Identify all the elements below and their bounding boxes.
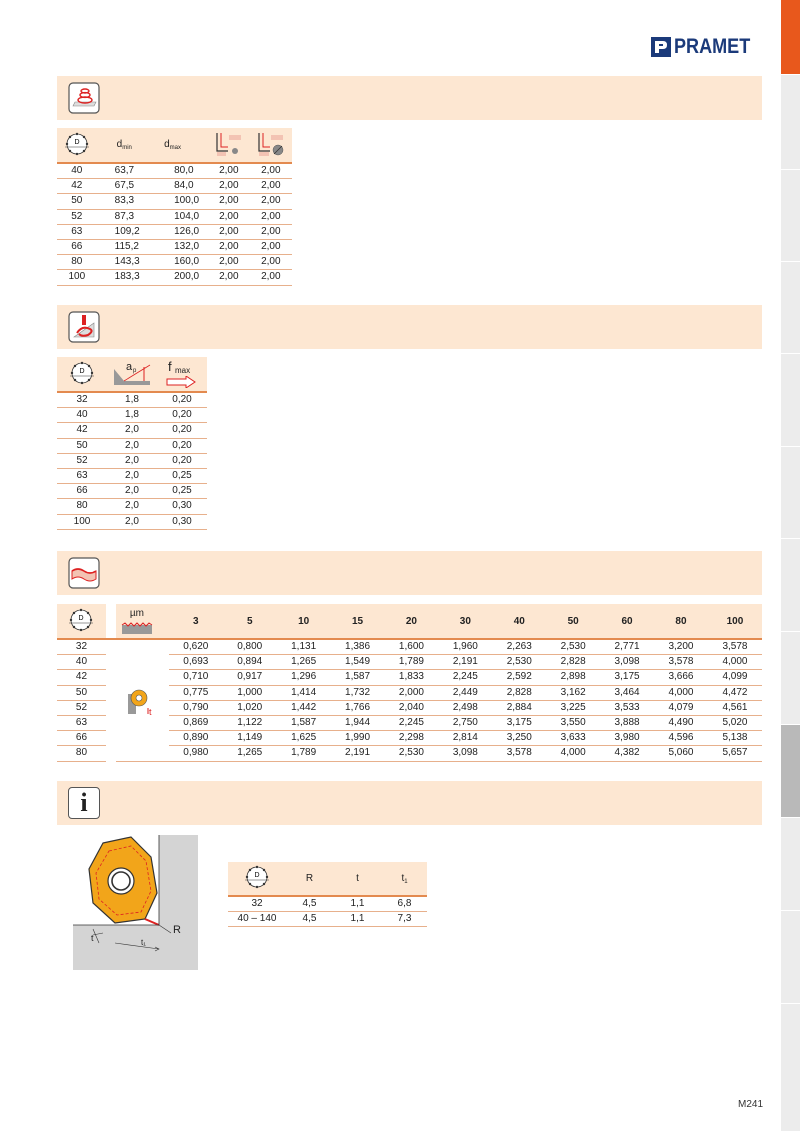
table-ramping bbox=[57, 357, 207, 530]
cell-dmax: 200,0 bbox=[156, 270, 208, 285]
cell-roughness: 4,472 bbox=[708, 685, 762, 700]
cell-roughness: 0,790 bbox=[169, 700, 223, 715]
cell-dmin: 115,2 bbox=[97, 239, 156, 254]
cell-roughness: 1,732 bbox=[331, 685, 385, 700]
cell-diameter: 50 bbox=[57, 438, 107, 453]
side-tab[interactable] bbox=[781, 1004, 800, 1132]
cell-roughness: 2,298 bbox=[384, 731, 438, 746]
surface-finish-icon bbox=[68, 557, 100, 589]
cell-roughness: 0,917 bbox=[223, 670, 277, 685]
cell-diameter: 52 bbox=[57, 453, 107, 468]
cell-t: 1,1 bbox=[333, 912, 382, 927]
cell-roughness: 1,587 bbox=[331, 670, 385, 685]
cell-diameter: 50 bbox=[57, 194, 97, 209]
table-row bbox=[57, 392, 207, 408]
cell-fmax: 0,25 bbox=[157, 468, 207, 483]
cell-roughness: 1,549 bbox=[331, 655, 385, 670]
cell-roughness: 1,442 bbox=[277, 700, 331, 715]
cell-ap: 2,0 bbox=[107, 423, 157, 438]
col-cutting-width: 10 bbox=[277, 604, 331, 639]
cell-roughness: 3,250 bbox=[492, 731, 546, 746]
cell-roughness: 1,020 bbox=[223, 700, 277, 715]
cell-roughness: 2,245 bbox=[438, 670, 492, 685]
cell-diameter: 52 bbox=[57, 700, 106, 715]
cell-roughness: 2,530 bbox=[546, 639, 600, 655]
cell-roughness: 5,060 bbox=[654, 746, 708, 761]
cell-ap: 2,0 bbox=[107, 499, 157, 514]
cell-roughness: 2,530 bbox=[492, 655, 546, 670]
col-smax-large bbox=[250, 128, 292, 163]
cell-dmin: 83,3 bbox=[97, 194, 156, 209]
cell-fmax: 0,20 bbox=[157, 392, 207, 408]
col-cutting-width: 100 bbox=[708, 604, 762, 639]
cell-roughness: 5,138 bbox=[708, 731, 762, 746]
cell-diameter: 66 bbox=[57, 731, 106, 746]
cell-roughness: 2,191 bbox=[438, 655, 492, 670]
table-row bbox=[228, 912, 427, 927]
cell-diameter: 63 bbox=[57, 715, 106, 730]
cell-roughness: 0,620 bbox=[169, 639, 223, 655]
cell-roughness: 0,890 bbox=[169, 731, 223, 746]
cell-diameter: 32 bbox=[57, 392, 107, 408]
col-cutting-width: 3 bbox=[169, 604, 223, 639]
cell-roughness: 4,596 bbox=[654, 731, 708, 746]
cell-roughness: 1,386 bbox=[331, 639, 385, 655]
section-bar-surface-roughness bbox=[57, 551, 762, 595]
label-t: t bbox=[91, 933, 94, 943]
svg-text:D: D bbox=[254, 872, 260, 879]
table-row bbox=[57, 423, 207, 438]
cell-roughness: 1,766 bbox=[331, 700, 385, 715]
cell-diameter: 42 bbox=[57, 670, 106, 685]
cell-roughness: 3,550 bbox=[546, 715, 600, 730]
cell-smax-small: 2,00 bbox=[208, 224, 250, 239]
cell-roughness: 2,000 bbox=[384, 685, 438, 700]
cell-ap: 2,0 bbox=[107, 438, 157, 453]
cell-roughness: 2,040 bbox=[384, 700, 438, 715]
side-tab-current[interactable] bbox=[781, 725, 800, 818]
cell-roughness: 4,000 bbox=[546, 746, 600, 761]
table-row bbox=[57, 194, 292, 209]
table-row bbox=[57, 484, 207, 499]
ramping-icon bbox=[68, 311, 100, 343]
cell-ap: 2,0 bbox=[107, 468, 157, 483]
table-row bbox=[57, 438, 207, 453]
cell-roughness: 1,625 bbox=[277, 731, 331, 746]
cell-fmax: 0,30 bbox=[157, 499, 207, 514]
table-row bbox=[57, 270, 292, 285]
cell-roughness: 0,693 bbox=[169, 655, 223, 670]
section-bar-info bbox=[57, 781, 762, 825]
cell-roughness: 4,099 bbox=[708, 670, 762, 685]
cell-dmax: 132,0 bbox=[156, 239, 208, 254]
table-row bbox=[57, 163, 292, 179]
cell-roughness: 1,833 bbox=[384, 670, 438, 685]
cell-roughness: 2,263 bbox=[492, 639, 546, 655]
cell-smax-large: 2,00 bbox=[250, 239, 292, 254]
info-icon: i bbox=[68, 787, 100, 819]
cell-roughness: 2,898 bbox=[546, 670, 600, 685]
side-tab[interactable] bbox=[781, 447, 800, 539]
table-row bbox=[57, 239, 292, 254]
cell-diameter: 32 bbox=[228, 896, 286, 912]
cell-smax-small: 2,00 bbox=[208, 209, 250, 224]
col-t: t bbox=[333, 862, 382, 896]
cell-roughness: 2,750 bbox=[438, 715, 492, 730]
cell-roughness: 1,414 bbox=[277, 685, 331, 700]
helical-milling-icon bbox=[68, 82, 100, 114]
cell-fmax: 0,25 bbox=[157, 484, 207, 499]
cell-diameter: 40 bbox=[57, 655, 106, 670]
col-cutting-width: 40 bbox=[492, 604, 546, 639]
cell-roughness: 3,162 bbox=[546, 685, 600, 700]
cell-roughness: 4,382 bbox=[600, 746, 654, 761]
cell-diameter: 40 bbox=[57, 408, 107, 423]
side-tab[interactable] bbox=[781, 262, 800, 354]
cell-smax-small: 2,00 bbox=[208, 179, 250, 194]
cell-roughness: 3,888 bbox=[600, 715, 654, 730]
cell-roughness: 3,098 bbox=[600, 655, 654, 670]
ap-icon: a p bbox=[110, 359, 154, 389]
cell-roughness: 1,944 bbox=[331, 715, 385, 730]
cell-diameter: 50 bbox=[57, 685, 106, 700]
cell-roughness: 1,789 bbox=[384, 655, 438, 670]
side-tab[interactable] bbox=[781, 354, 800, 447]
table-surface-roughness bbox=[57, 604, 762, 762]
cell-dmin: 63,7 bbox=[97, 163, 156, 179]
cell-diameter: 80 bbox=[57, 746, 106, 761]
cell-roughness: 1,265 bbox=[223, 746, 277, 761]
ramp-depth-large-icon bbox=[256, 131, 286, 157]
cell-r: 4,5 bbox=[286, 912, 333, 927]
pramet-logo-mark-icon bbox=[651, 37, 671, 57]
cell-roughness: 3,098 bbox=[438, 746, 492, 761]
side-tab[interactable] bbox=[781, 170, 800, 262]
cell-roughness: 3,980 bbox=[600, 731, 654, 746]
cell-fmax: 0,20 bbox=[157, 438, 207, 453]
cell-dmax: 160,0 bbox=[156, 255, 208, 270]
cell-roughness: 1,587 bbox=[277, 715, 331, 730]
cell-r: 4,5 bbox=[286, 896, 333, 912]
cell-roughness: 2,771 bbox=[600, 639, 654, 655]
cell-diameter: 80 bbox=[57, 499, 107, 514]
col-cutting-width: 20 bbox=[384, 604, 438, 639]
cell-roughness: 1,000 bbox=[223, 685, 277, 700]
cell-roughness: 3,578 bbox=[654, 655, 708, 670]
cell-roughness: 1,265 bbox=[277, 655, 331, 670]
cell-diameter: 40 bbox=[57, 163, 97, 179]
side-tab-strip bbox=[781, 0, 800, 1132]
col-diameter bbox=[57, 604, 106, 639]
side-tab[interactable] bbox=[781, 911, 800, 1004]
cell-dmin: 109,2 bbox=[97, 224, 156, 239]
cell-roughness: 1,960 bbox=[438, 639, 492, 655]
cell-ap: 1,8 bbox=[107, 392, 157, 408]
diameter-icon bbox=[67, 608, 95, 632]
col-cutting-width: 30 bbox=[438, 604, 492, 639]
label-r: R bbox=[173, 924, 181, 936]
cell-roughness: 1,131 bbox=[277, 639, 331, 655]
cell-diameter: 66 bbox=[57, 484, 107, 499]
table-circular-interpolation bbox=[57, 128, 292, 286]
cell-roughness: 0,980 bbox=[169, 746, 223, 761]
col-dmax: $d_{max}$ bbox=[156, 128, 208, 163]
cell-roughness: 3,464 bbox=[600, 685, 654, 700]
roughness-unit-icon: µm bbox=[116, 607, 156, 635]
cell-roughness: 1,296 bbox=[277, 670, 331, 685]
section-bar-ramping bbox=[57, 305, 762, 349]
cell-fmax: 0,30 bbox=[157, 514, 207, 529]
table-row bbox=[57, 453, 207, 468]
cell-diameter: 40 – 140 bbox=[228, 912, 286, 927]
cell-smax-small: 2,00 bbox=[208, 194, 250, 209]
cell-diameter: 63 bbox=[57, 224, 97, 239]
insert-cutting-roughness-icon bbox=[128, 686, 156, 716]
side-tab[interactable] bbox=[781, 818, 800, 911]
cell-roughness: 1,122 bbox=[223, 715, 277, 730]
cell-roughness: 4,561 bbox=[708, 700, 762, 715]
cell-roughness: 1,990 bbox=[331, 731, 385, 746]
label-t1: t₁ bbox=[141, 938, 146, 947]
cell-roughness: 1,789 bbox=[277, 746, 331, 761]
cell-dmax: 104,0 bbox=[156, 209, 208, 224]
cell-t1: 7,3 bbox=[382, 912, 427, 927]
col-roughness-unit bbox=[116, 604, 169, 639]
insert-corner-diagram-icon bbox=[63, 835, 198, 970]
col-cutting-width: 5 bbox=[223, 604, 277, 639]
table-row bbox=[57, 514, 207, 529]
cell-smax-large: 2,00 bbox=[250, 163, 292, 179]
cell-roughness: 1,149 bbox=[223, 731, 277, 746]
cell-dmin: 87,3 bbox=[97, 209, 156, 224]
cell-roughness: 3,578 bbox=[708, 639, 762, 655]
col-cutting-width: 60 bbox=[600, 604, 654, 639]
diameter-icon bbox=[68, 361, 96, 385]
side-tab-active[interactable] bbox=[781, 0, 800, 75]
cell-diameter: 63 bbox=[57, 468, 107, 483]
cell-roughness: 4,000 bbox=[654, 685, 708, 700]
table-row bbox=[57, 224, 292, 239]
col-ap bbox=[107, 357, 157, 392]
cell-roughness: 2,592 bbox=[492, 670, 546, 685]
cell-ap: 1,8 bbox=[107, 408, 157, 423]
fmax-icon: f max bbox=[164, 359, 200, 389]
cell-dmin: 67,5 bbox=[97, 179, 156, 194]
cell-smax-large: 2,00 bbox=[250, 224, 292, 239]
table-row bbox=[57, 639, 762, 655]
cell-roughness: 3,578 bbox=[492, 746, 546, 761]
diameter-icon bbox=[243, 865, 271, 889]
table-corner-geometry bbox=[228, 862, 427, 927]
col-t1: $t_1$ bbox=[382, 862, 427, 896]
cell-roughness: 5,657 bbox=[708, 746, 762, 761]
cell-roughness: 0,710 bbox=[169, 670, 223, 685]
svg-text:t: t bbox=[149, 707, 152, 716]
roughness-profile-icon bbox=[120, 621, 160, 635]
cell-roughness: 2,814 bbox=[438, 731, 492, 746]
cell-smax-small: 2,00 bbox=[208, 163, 250, 179]
table-row bbox=[57, 499, 207, 514]
cell-dmin: 143,3 bbox=[97, 255, 156, 270]
cell-diameter: 42 bbox=[57, 179, 97, 194]
cell-fmax: 0,20 bbox=[157, 423, 207, 438]
col-diameter bbox=[57, 357, 107, 392]
cell-roughness: 3,175 bbox=[492, 715, 546, 730]
cell-roughness: 2,449 bbox=[438, 685, 492, 700]
cell-dmax: 80,0 bbox=[156, 163, 208, 179]
cell-roughness: 5,020 bbox=[708, 715, 762, 730]
cell-smax-large: 2,00 bbox=[250, 194, 292, 209]
cell-roughness: 2,530 bbox=[384, 746, 438, 761]
cell-roughness: 2,828 bbox=[492, 685, 546, 700]
cell-smax-large: 2,00 bbox=[250, 270, 292, 285]
table-row bbox=[57, 468, 207, 483]
side-tab[interactable] bbox=[781, 539, 800, 632]
table-row bbox=[57, 408, 207, 423]
cell-smax-large: 2,00 bbox=[250, 179, 292, 194]
cell-roughness: 3,633 bbox=[546, 731, 600, 746]
cell-roughness: 2,884 bbox=[492, 700, 546, 715]
cell-roughness: 3,666 bbox=[654, 670, 708, 685]
cell-dmax: 84,0 bbox=[156, 179, 208, 194]
cell-roughness: 1,600 bbox=[384, 639, 438, 655]
pramet-logo bbox=[651, 36, 763, 60]
table-row bbox=[57, 255, 292, 270]
cell-diameter: 100 bbox=[57, 514, 107, 529]
brand-name: PRAMET bbox=[674, 35, 751, 58]
cell-smax-large: 2,00 bbox=[250, 255, 292, 270]
col-smax-small bbox=[208, 128, 250, 163]
cell-roughness: 0,800 bbox=[223, 639, 277, 655]
cell-dmax: 126,0 bbox=[156, 224, 208, 239]
table-row bbox=[228, 896, 427, 912]
svg-text:D: D bbox=[78, 614, 84, 622]
cell-roughness: 0,894 bbox=[223, 655, 277, 670]
cell-t1: 6,8 bbox=[382, 896, 427, 912]
col-dmin: $d_{min}$ bbox=[97, 128, 156, 163]
col-cutting-width: 15 bbox=[331, 604, 385, 639]
col-cutting-width: 50 bbox=[546, 604, 600, 639]
cell-diameter: 52 bbox=[57, 209, 97, 224]
cell-roughness: 0,775 bbox=[169, 685, 223, 700]
cell-diameter: 66 bbox=[57, 239, 97, 254]
cell-diameter: 32 bbox=[57, 639, 106, 655]
col-cutting-width: 80 bbox=[654, 604, 708, 639]
cell-roughness: 3,533 bbox=[600, 700, 654, 715]
cell-diameter: 100 bbox=[57, 270, 97, 285]
section-bar-circular-interpolation bbox=[57, 76, 762, 120]
cell-t: 1,1 bbox=[333, 896, 382, 912]
cell-roughness: 2,498 bbox=[438, 700, 492, 715]
col-diameter bbox=[57, 128, 97, 163]
col-r: R bbox=[286, 862, 333, 896]
col-fmax bbox=[157, 357, 207, 392]
cell-ap: 2,0 bbox=[107, 484, 157, 499]
cell-smax-large: 2,00 bbox=[250, 209, 292, 224]
cell-roughness: 4,490 bbox=[654, 715, 708, 730]
cell-smax-small: 2,00 bbox=[208, 255, 250, 270]
side-tab[interactable] bbox=[781, 75, 800, 170]
cell-roughness: 4,079 bbox=[654, 700, 708, 715]
cell-diameter: 80 bbox=[57, 255, 97, 270]
insert-geometry-diagram bbox=[63, 835, 198, 970]
arrow-right-icon bbox=[166, 376, 196, 388]
cell-ap: 2,0 bbox=[107, 453, 157, 468]
cell-smax-small: 2,00 bbox=[208, 270, 250, 285]
cell-roughness: 2,245 bbox=[384, 715, 438, 730]
cell-roughness: 3,200 bbox=[654, 639, 708, 655]
cell-fmax: 0,20 bbox=[157, 408, 207, 423]
table-row bbox=[57, 209, 292, 224]
cell-roughness: 2,191 bbox=[331, 746, 385, 761]
ramp-depth-small-icon bbox=[214, 131, 244, 157]
cell-dmax: 100,0 bbox=[156, 194, 208, 209]
svg-text:D: D bbox=[74, 138, 80, 146]
table-row bbox=[57, 179, 292, 194]
cell-roughness: 4,000 bbox=[708, 655, 762, 670]
cell-diameter: 42 bbox=[57, 423, 107, 438]
cell-roughness: 3,175 bbox=[600, 670, 654, 685]
page-number: M241 bbox=[738, 1099, 764, 1110]
cell-ap: 2,0 bbox=[107, 514, 157, 529]
cell-roughness: 3,225 bbox=[546, 700, 600, 715]
cell-smax-small: 2,00 bbox=[208, 239, 250, 254]
side-tab[interactable] bbox=[781, 632, 800, 725]
cell-dmin: 183,3 bbox=[97, 270, 156, 285]
cell-roughness: 0,869 bbox=[169, 715, 223, 730]
col-diameter bbox=[228, 862, 286, 896]
diameter-icon bbox=[63, 132, 91, 156]
cell-fmax: 0,20 bbox=[157, 453, 207, 468]
cell-roughness: 2,828 bbox=[546, 655, 600, 670]
svg-text:D: D bbox=[79, 367, 85, 375]
